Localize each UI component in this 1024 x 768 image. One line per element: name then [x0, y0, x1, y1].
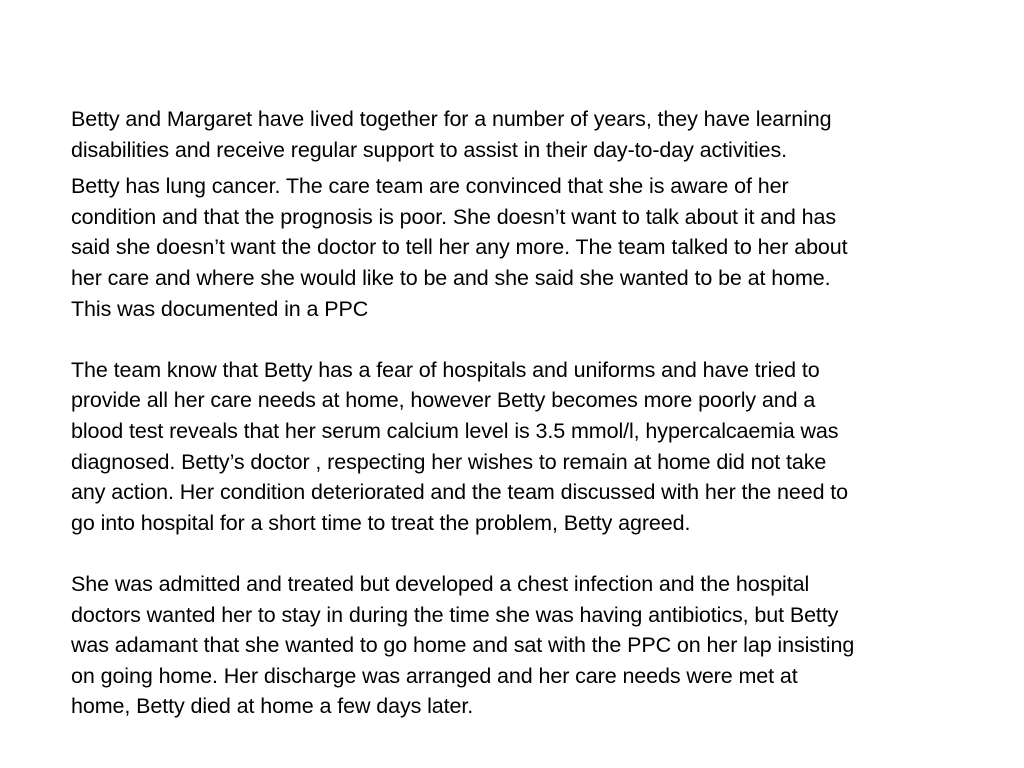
text-line: disabilities and receive regular support to assist in their day-to-day activities. — [71, 137, 787, 162]
text-line: was adamant that she wanted to go home and sat with the PPC on her lap insisting — [71, 633, 855, 658]
text-line: her care and where she would like to be and she said she wanted to be at home. — [71, 265, 831, 290]
text-line: blood test reveals that her serum calcium level is 3.5 mmol/l, hypercalcaemia was — [71, 418, 839, 443]
paragraph-outcome — [71, 569, 1019, 722]
paragraph-intro — [71, 104, 1019, 165]
text-line: Betty has lung cancer. The care team are convinced that she is aware of her — [71, 174, 789, 199]
text-line: condition and that the prognosis is poor. She doesn’t want to talk about it and has — [71, 204, 837, 229]
text-line: Betty and Margaret have lived together for a number of years, they have learning — [71, 107, 832, 131]
text-line: She was admitted and treated but developed a chest infection and the hospital — [71, 571, 810, 596]
case-study-text — [71, 104, 1019, 722]
text-line: on going home. Her discharge was arranged and her care needs were met at — [71, 663, 798, 688]
text-line: any action. Her condition deteriorated and the team discussed with her the need to — [71, 480, 849, 505]
text-line: home, Betty died at home a few days later. — [71, 694, 474, 719]
text-line: go into hospital for a short time to treat the problem, Betty agreed. — [71, 510, 691, 535]
paragraph-diagnosis — [71, 171, 1019, 324]
paragraph-spacer — [71, 538, 1019, 569]
paragraph-spacer — [71, 324, 1019, 355]
text-line: diagnosed. Betty’s doctor , respecting her wishes to remain at home did not take — [71, 449, 827, 474]
paragraph-hypercalcaemia — [71, 355, 1019, 539]
text-line: The team know that Betty has a fear of hospitals and uniforms and have tried to — [71, 357, 820, 382]
text-line: doctors wanted her to stay in during the time she was having antibiotics, but Betty — [71, 602, 839, 627]
text-line: This was documented in a PPC — [71, 296, 369, 321]
text-line: provide all her care needs at home, however Betty becomes more poorly and a — [71, 388, 816, 413]
text-line: said she doesn’t want the doctor to tell her any more. The team talked to her about — [71, 235, 848, 260]
